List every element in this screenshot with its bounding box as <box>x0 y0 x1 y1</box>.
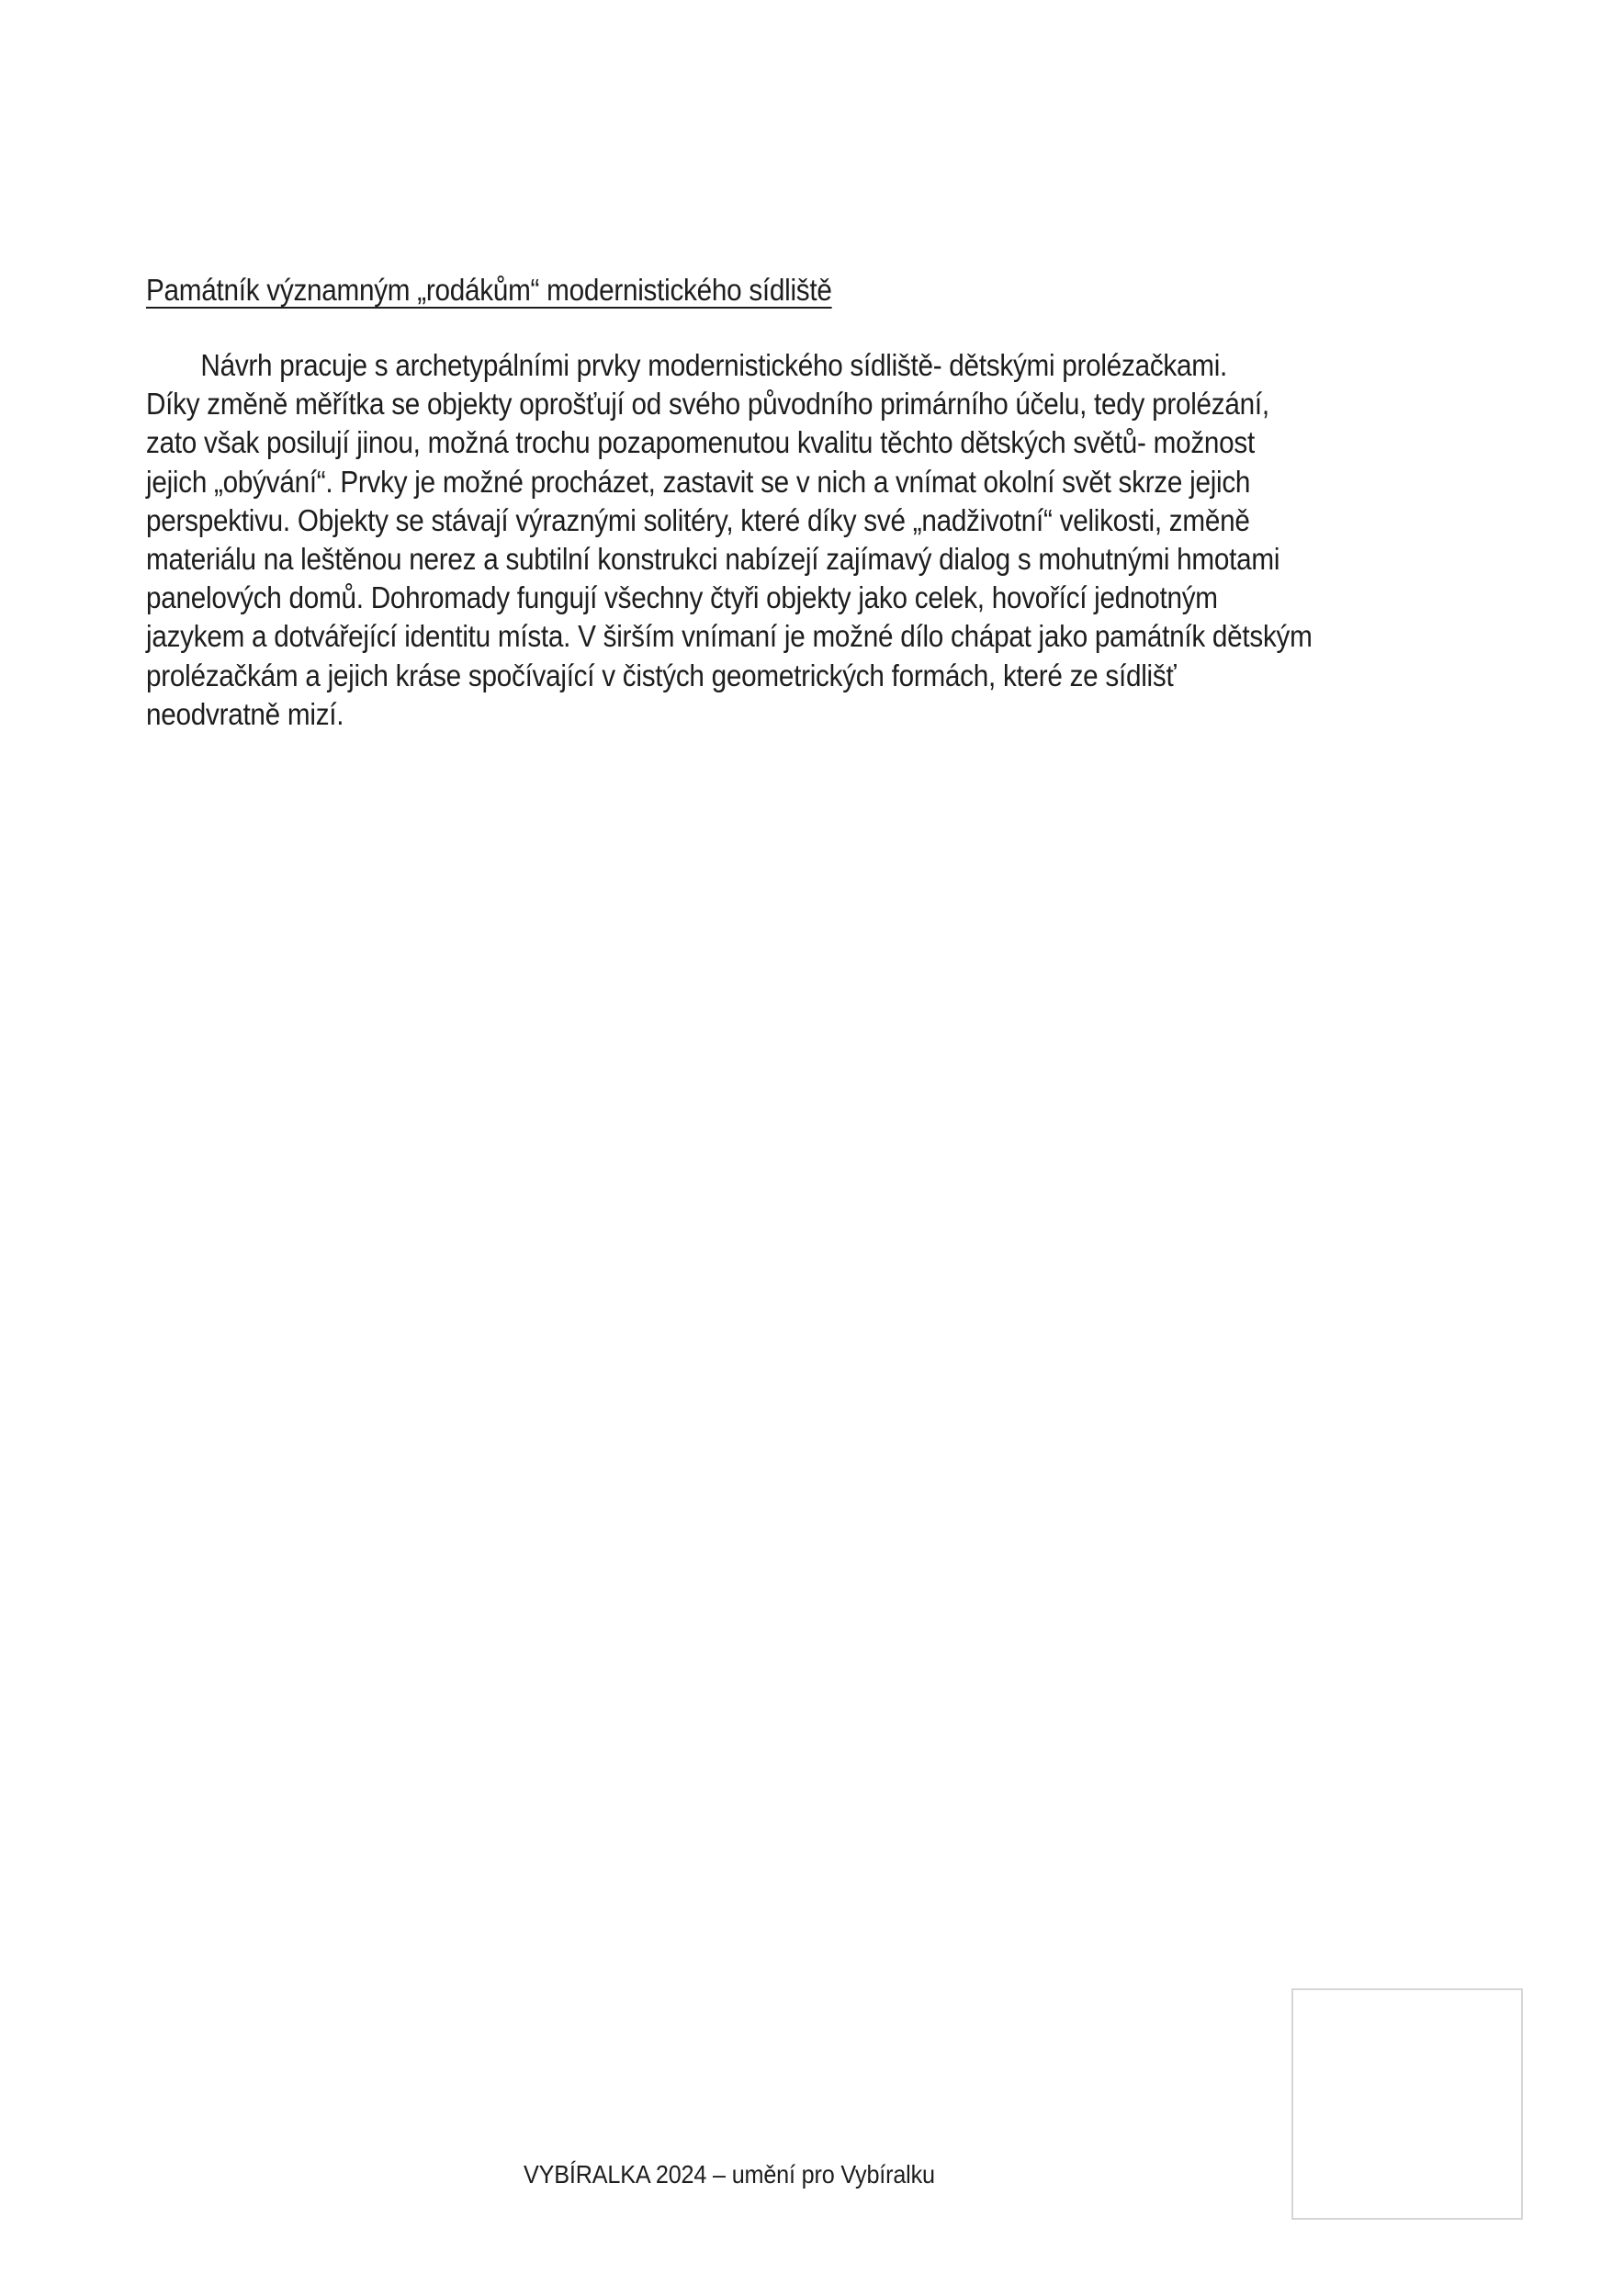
text-line: neodvratně mizí. <box>146 696 344 731</box>
text-line: Návrh pracuje s archetypálními prvky modernistického sídliště- dětskými prolézačkami. <box>200 348 1228 382</box>
text-line: panelových domů. Dohromady fungují všechny čtyři objekty jako celek, hovořící jednotným <box>146 580 1218 615</box>
text-line: jazykem a dotvářející identitu místa. V širším vnímaní je možné dílo chápat jako památník dětským <box>146 619 1313 654</box>
text-line: zato však posilují jinou, možná trochu pozapomenutou kvalitu těchto dětských světů- možnost <box>146 425 1255 460</box>
image-placeholder-box <box>1291 1988 1523 2220</box>
text-line: jejich „obývání“. Prvky je možné procházet, zastavit se v nich a vnímat okolní svět skrze jejich <box>146 464 1251 499</box>
text-line: Díky změně měřítka se objekty oprošťují od svého původního primárního účelu, tedy prolézání, <box>146 387 1269 422</box>
text-line: perspektivu. Objekty se stávají výraznými solitéry, které díky své „nadživotní“ velikosti, změně <box>146 502 1250 537</box>
footer-credit: VYBÍRALKA 2024 – umění pro Vybíralku <box>524 2160 935 2189</box>
text-line: prolézačkám a jejich kráse spočívající v čistých geometrických formách, které ze sídlišť <box>146 658 1177 692</box>
text-line: materiálu na leštěnou nerez a subtilní konstrukci nabízejí zajímavý dialog s mohutnými hmotami <box>146 542 1280 577</box>
page-title: Památník významným „rodákům“ modernistického sídliště <box>146 273 832 307</box>
body-paragraph <box>146 346 1313 734</box>
